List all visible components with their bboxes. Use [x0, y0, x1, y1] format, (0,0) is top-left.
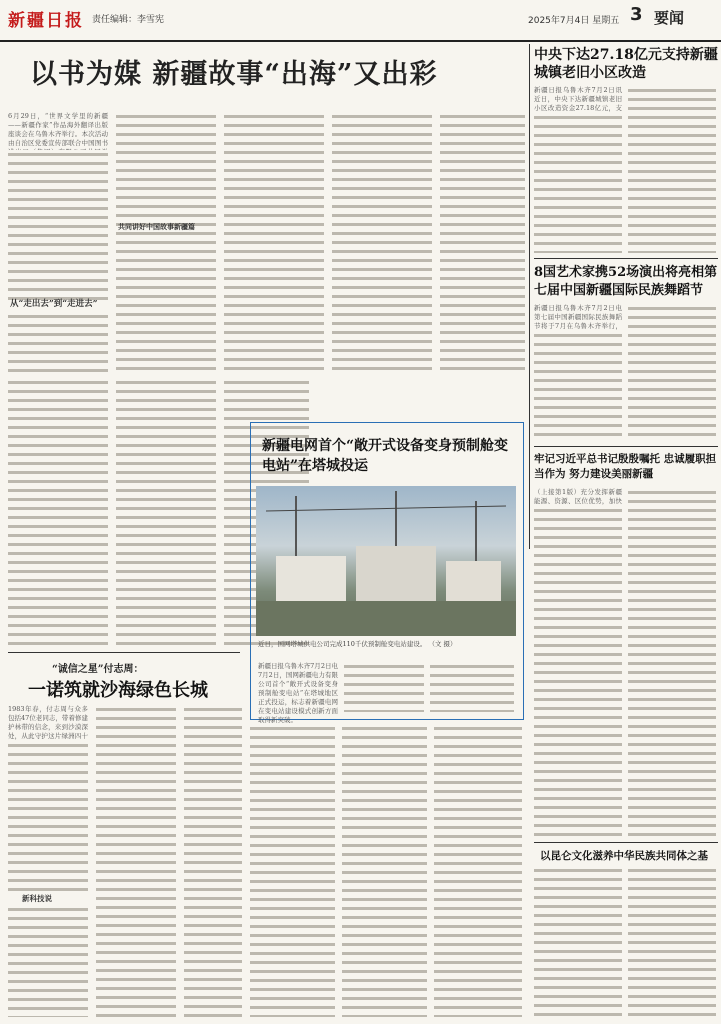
- left-lead: 1983年春，付志周与众多包括47位老同志，带着修建护林带的信念，来到沙漠深处，从此守护这片绿洲四十: [8, 705, 88, 740]
- divider-rule: [534, 258, 718, 259]
- main-lead: 6月29日，“世界文学里的新疆——新疆作家”作品海外翻译出版座谈会在乌鲁木齐举行。本次活动由自治区党委宣传部联合中国图书: [8, 112, 108, 147]
- main-column-5: [440, 112, 525, 372]
- left-kicker: “诚信之星”付志周：: [52, 664, 144, 675]
- left-bottom-column-2: [96, 705, 176, 1017]
- center-headline: 新疆电网首个“敞开式设备变身预制舱变电站”在塔城投运: [262, 438, 509, 474]
- divider-rule: [534, 446, 718, 447]
- right-column-1b: [628, 86, 716, 253]
- substation-illustration: [256, 486, 516, 636]
- center-column-2: [344, 662, 424, 712]
- bottom-right-column-2: [628, 866, 716, 1017]
- right-column-1a: [534, 113, 622, 253]
- main-headline: 以书为媒 新疆故事“出海”又出彩: [30, 59, 438, 90]
- left-bottom-column-3: [184, 705, 242, 1017]
- right-lead-3: （上接第1版）充分发挥新疆能源、资源、区位优势，加快: [534, 488, 622, 505]
- center-bottom-column-3: [434, 724, 522, 1017]
- right-lead-1: 新疆日报乌鲁木齐7月2日讯 近日，中央下达新疆城镇老旧小区改造资金27.18亿元，支: [534, 86, 622, 112]
- substation-photo: [256, 486, 516, 636]
- center-lead: 新疆日报乌鲁木齐7月2日电 7月2日，国网新疆电力有限公司首个“敞开式设备变身预制舱变电站”在塔城地区正式投运，标志着新疆电网在变电站建设模式创新方面取得新突破。: [258, 662, 338, 724]
- lower-left-column-2: [116, 378, 216, 648]
- main-subhead-2: 共同讲好中国故事新疆篇: [118, 222, 195, 231]
- main-column-2: [116, 112, 216, 372]
- right-headline-2: 8国艺术家携52场演出将亮相第七届中国新疆国际民族舞蹈节: [534, 265, 718, 298]
- left-bottom-column-1: [8, 741, 88, 891]
- bottom-right-column-1: [534, 866, 622, 1017]
- lower-left-column-1: [8, 378, 108, 648]
- main-column-1: [8, 150, 108, 300]
- main-column-3: [224, 112, 324, 372]
- bottom-right-headline: 以昆仑文化滋养中华民族共同体之基: [540, 850, 708, 862]
- left-bottom-column-1b: [8, 905, 88, 1017]
- left-headline: 一诺筑就沙海绿色长城: [28, 680, 208, 701]
- divider-rule: [8, 652, 240, 653]
- newspaper-logo: 新疆日报: [8, 11, 84, 31]
- right-headline-3: 牢记习近平总书记殷殷嘱托 忠诚履职担当作为 努力建设美丽新疆: [534, 453, 717, 480]
- photo-caption: 近日，国网塔城供电公司完成110千伏预制舱变电站建设。 （文 摄）: [258, 640, 457, 648]
- left-subhead: 新科技说: [22, 894, 52, 903]
- divider-rule: [534, 842, 718, 843]
- editor-credit: 责任编辑：李雪宪: [92, 15, 165, 25]
- right-column-3b: [628, 488, 716, 836]
- right-column-3a: [534, 506, 622, 836]
- column-divider: [529, 44, 530, 549]
- right-lead-2: 新疆日报乌鲁木齐7月2日电 第七届中国新疆国际民族舞蹈节将于7月在乌鲁木齐举行，: [534, 304, 622, 330]
- main-column-4: [332, 112, 432, 372]
- right-headline-1: 中央下达27.18亿元支持新疆城镇老旧小区改造: [534, 47, 718, 81]
- section-title: 要闻: [654, 9, 685, 27]
- center-bottom-column-1: [250, 724, 335, 1017]
- page-number: 3: [630, 4, 643, 25]
- main-subhead-1: 从“走出去”到“走进去”: [10, 299, 98, 309]
- right-column-2a: [534, 331, 622, 441]
- main-column-1b: [8, 312, 108, 372]
- right-column-2b: [628, 304, 716, 441]
- issue-date: 2025年7月4日 星期五: [528, 16, 620, 26]
- center-column-3: [430, 662, 514, 712]
- center-bottom-column-2: [342, 724, 427, 1017]
